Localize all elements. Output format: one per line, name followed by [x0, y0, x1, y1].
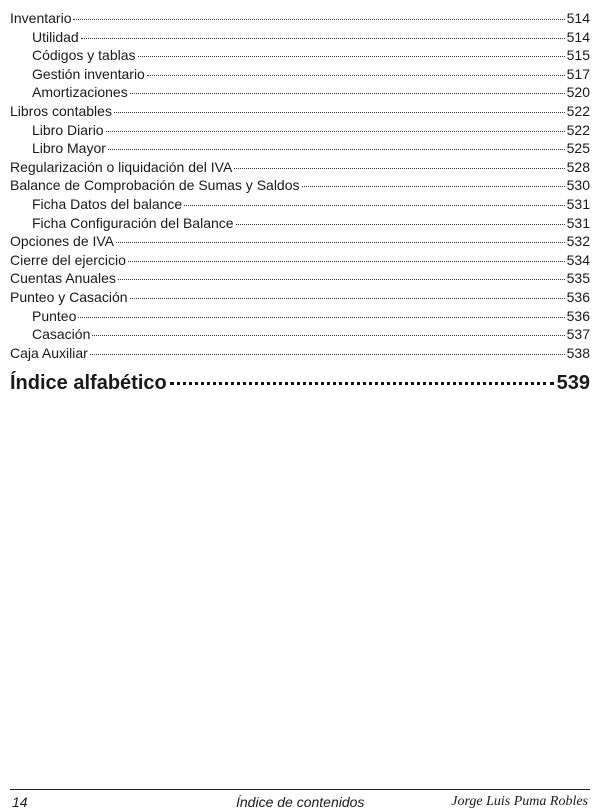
- toc-entry[interactable]: [10, 325, 590, 344]
- dot-leader: [90, 353, 565, 355]
- dot-leader: [78, 316, 564, 318]
- toc-entry-page: 531: [566, 214, 590, 231]
- toc-entry-page: 520: [566, 84, 590, 101]
- toc-main-entry[interactable]: [10, 372, 590, 395]
- toc-entry-page: 535: [566, 270, 590, 287]
- dot-leader: [106, 130, 565, 132]
- dot-leader: [234, 167, 564, 169]
- toc-entry-label: Ficha Configuración del Balance: [32, 214, 234, 231]
- toc-entry[interactable]: [10, 195, 590, 214]
- toc-entry-label: Libro Mayor: [32, 140, 106, 157]
- toc-entry-label: Utilidad: [32, 28, 79, 45]
- toc-entry-label: Gestión inventario: [32, 65, 145, 82]
- toc-entry-label: Opciones de IVA: [10, 233, 115, 250]
- toc-entry-page: 514: [566, 28, 590, 45]
- toc-entry-page: 517: [566, 65, 590, 82]
- dot-leader: [128, 260, 565, 262]
- toc-main-page: 539: [556, 372, 590, 394]
- toc-entry-label: Libros contables: [10, 102, 112, 119]
- toc-entry-page: 534: [566, 251, 590, 268]
- dot-leader: [170, 382, 554, 385]
- toc-entry[interactable]: [10, 214, 590, 233]
- footer-section-title: Índice de contenidos: [236, 794, 365, 810]
- dot-leader: [118, 278, 565, 280]
- dot-leader: [184, 204, 564, 206]
- toc-entry-page: 532: [566, 233, 590, 250]
- toc-entry[interactable]: [10, 158, 590, 177]
- dot-leader: [81, 37, 565, 39]
- toc-entry-label: Ficha Datos del balance: [32, 195, 183, 212]
- toc-entry-page: 528: [566, 158, 590, 175]
- toc-entry-label: Punteo y Casación: [10, 288, 128, 305]
- toc-entry-page: 522: [566, 121, 590, 138]
- dot-leader: [116, 241, 565, 243]
- toc-entry-label: Libro Diario: [32, 121, 104, 138]
- toc-entry-page: 531: [566, 195, 590, 212]
- footer-author: Jorge Luis Puma Robles: [451, 794, 588, 809]
- dot-leader: [130, 297, 565, 299]
- toc-entry-label: Cuentas Anuales: [10, 270, 116, 287]
- toc-entry-label: Casación: [32, 326, 91, 343]
- dot-leader: [147, 74, 565, 76]
- footer-divider: [10, 789, 590, 790]
- toc-entry-page: 525: [566, 140, 590, 157]
- footer-page-number: 14: [12, 794, 28, 810]
- toc-entry-page: 537: [566, 326, 590, 343]
- dot-leader: [108, 148, 565, 150]
- dot-leader: [236, 223, 565, 225]
- toc-entry-label: Códigos y tablas: [32, 47, 136, 64]
- dot-leader: [73, 18, 564, 20]
- toc-entry-label: Caja Auxiliar: [10, 344, 88, 361]
- toc-entry-label: Cierre del ejercicio: [10, 251, 126, 268]
- toc-entry[interactable]: [10, 139, 590, 158]
- toc-entry[interactable]: [10, 232, 590, 251]
- table-of-contents: [10, 9, 590, 362]
- toc-entry[interactable]: [10, 121, 590, 140]
- toc-entry-label: Amortizaciones: [32, 84, 128, 101]
- toc-entry-label: Punteo: [32, 307, 77, 324]
- toc-entry-page: 515: [566, 47, 590, 64]
- dot-leader: [92, 334, 564, 336]
- toc-entry-page: 536: [566, 307, 590, 324]
- toc-entry-label: Inventario: [10, 10, 72, 26]
- toc-entry[interactable]: [10, 46, 590, 65]
- dot-leader: [114, 111, 565, 113]
- dot-leader: [138, 55, 565, 57]
- toc-entry[interactable]: [10, 102, 590, 121]
- toc-entry-label: Balance de Comprobación de Sumas y Saldos: [10, 177, 300, 194]
- toc-entry[interactable]: [10, 176, 590, 195]
- toc-entry[interactable]: [10, 288, 590, 307]
- toc-entry[interactable]: [10, 307, 590, 326]
- toc-main-label: Índice alfabético: [10, 372, 167, 394]
- toc-entry-page: 538: [566, 344, 590, 361]
- toc-entry-page: 536: [566, 288, 590, 305]
- toc-entry[interactable]: [10, 9, 590, 28]
- toc-entry[interactable]: [10, 251, 590, 270]
- dot-leader: [130, 92, 565, 94]
- toc-entry[interactable]: [10, 83, 590, 102]
- toc-entry-page: 514: [566, 10, 590, 26]
- toc-entry[interactable]: [10, 28, 590, 47]
- toc-entry-page: 530: [566, 177, 590, 194]
- toc-entry-label: Regularización o liquidación del IVA: [10, 158, 233, 175]
- dot-leader: [302, 185, 565, 187]
- toc-entry[interactable]: [10, 65, 590, 84]
- toc-entry[interactable]: [10, 269, 590, 288]
- page-footer: [10, 794, 590, 812]
- toc-entry[interactable]: [10, 344, 590, 363]
- toc-entry-page: 522: [566, 102, 590, 119]
